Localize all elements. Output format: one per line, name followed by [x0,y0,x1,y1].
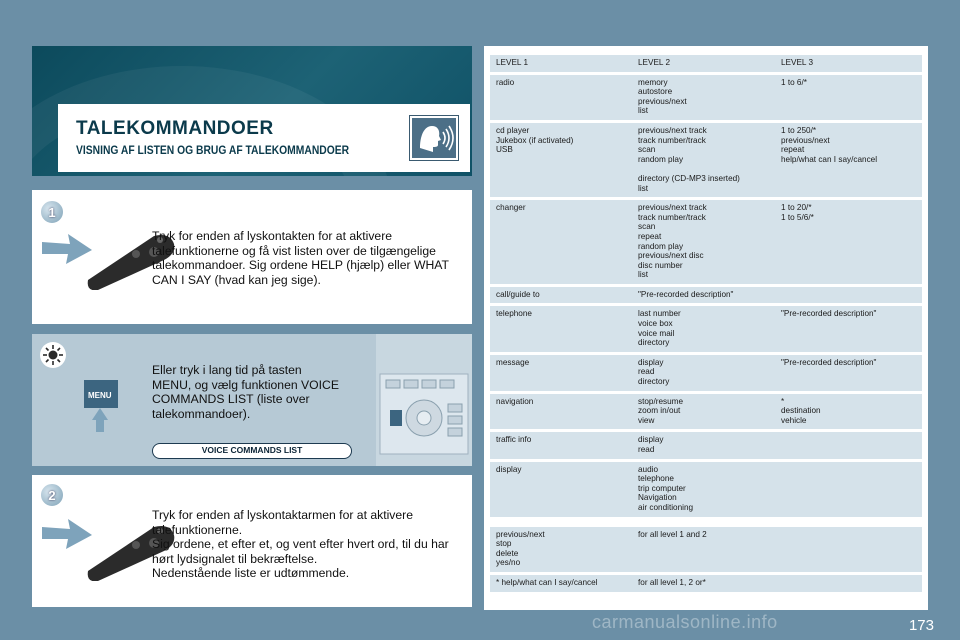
table-cell: cd player Jukebox (if activated) USB [490,123,632,197]
table-row [490,575,922,592]
tip-sun-icon [40,342,66,368]
commands-table [490,52,922,595]
header-level-3: LEVEL 3 [775,55,922,72]
voice-command-icon [410,116,458,160]
table-spacer [490,520,922,524]
table-cell: 1 to 6/* [775,75,922,120]
table-cell: * destination vehicle [775,394,922,430]
table-cell [775,287,922,304]
table-cell: previous/next track track number/track scan repeat random play previous/next disc disc number list [632,200,775,284]
voice-commands-table [484,46,928,610]
page-number: 173 [908,617,934,634]
header-level-1: LEVEL 1 [490,55,632,72]
table-row [490,527,922,572]
table-cell [775,527,922,572]
title-box [58,104,470,172]
table-header-row [490,55,922,72]
step-1-panel [32,190,472,324]
table-cell: call/guide to [490,287,632,304]
radio-faceplate-illustration [376,334,472,466]
table-cell: display read [632,432,775,458]
table-cell: for all level 1, 2 or* [632,575,775,592]
table-cell: previous/next stop delete yes/no [490,527,632,572]
table-row [490,123,922,197]
table-cell [775,462,922,517]
watermark: carmanualsonline.info [592,612,778,632]
table-cell: radio [490,75,632,120]
table-cell [775,575,922,592]
table-cell: changer [490,200,632,284]
table-cell: telephone [490,306,632,351]
table-row [490,432,922,458]
table-cell: 1 to 20/* 1 to 5/6/* [775,200,922,284]
tip-panel [32,334,472,466]
table-row [490,200,922,284]
menu-label: MENU [88,391,112,400]
page-subtitle: VISNING AF LISTEN OG BRUG AF TALEKOMMANDOER [76,143,350,157]
table-cell: for all level 1 and 2 [632,527,775,572]
table-cell: 1 to 250/* previous/next repeat help/what can I say/cancel [775,123,922,197]
table-cell: last number voice box voice mail directory [632,306,775,351]
table-cell: display read directory [632,355,775,391]
table-cell: "Pre-recorded description" [632,287,775,304]
table-cell: navigation [490,394,632,430]
table-cell: "Pre-recorded description" [775,355,922,391]
table-cell [775,432,922,458]
table-cell: previous/next track track number/track scan random play directory (CD-MP3 inserted) list [632,123,775,197]
table-row [490,306,922,351]
table-cell: * help/what can I say/cancel [490,575,632,592]
table-cell: memory autostore previous/next list [632,75,775,120]
table-cell: stop/resume zoom in/out view [632,394,775,430]
table-cell: message [490,355,632,391]
tip-text: Eller tryk i lang tid på tasten MENU, og vælg funktionen VOICE COMMANDS LIST (liste over talekommandoer). [152,363,339,421]
step-1-badge: 1 [40,200,64,224]
table-row [490,355,922,391]
table-row [490,287,922,304]
table-row [490,394,922,430]
table-cell: "Pre-recorded description" [775,306,922,351]
step-2-text: Tryk for enden af lyskontaktarmen for at aktivere talefunktionerne. Sig ordene, et efter et, og vent efter hvert ord, til du har hørt lydsignalet til bekræftelse. Nedenstående liste er udtømmende. [152,508,449,581]
menu-button-icon [78,378,122,434]
table-cell: traffic info [490,432,632,458]
table-row [490,75,922,120]
step-2-panel [32,475,472,607]
table-cell: display [490,462,632,517]
voice-commands-list-button[interactable]: VOICE COMMANDS LIST [152,443,352,459]
table-cell: audio telephone trip computer Navigation air conditioning [632,462,775,517]
step-2-badge: 2 [40,483,64,507]
step-1-text: Tryk for enden af lyskontakten for at aktivere talefunktionerne og få vist listen over de tilgængelige talekommandoer. Sig ordene HELP (hjælp) eller WHAT CAN I SAY (hvad kan jeg sige). [152,229,449,287]
header-level-2: LEVEL 2 [632,55,775,72]
page-title: TALEKOMMANDOER [76,118,274,139]
table-row [490,462,922,517]
